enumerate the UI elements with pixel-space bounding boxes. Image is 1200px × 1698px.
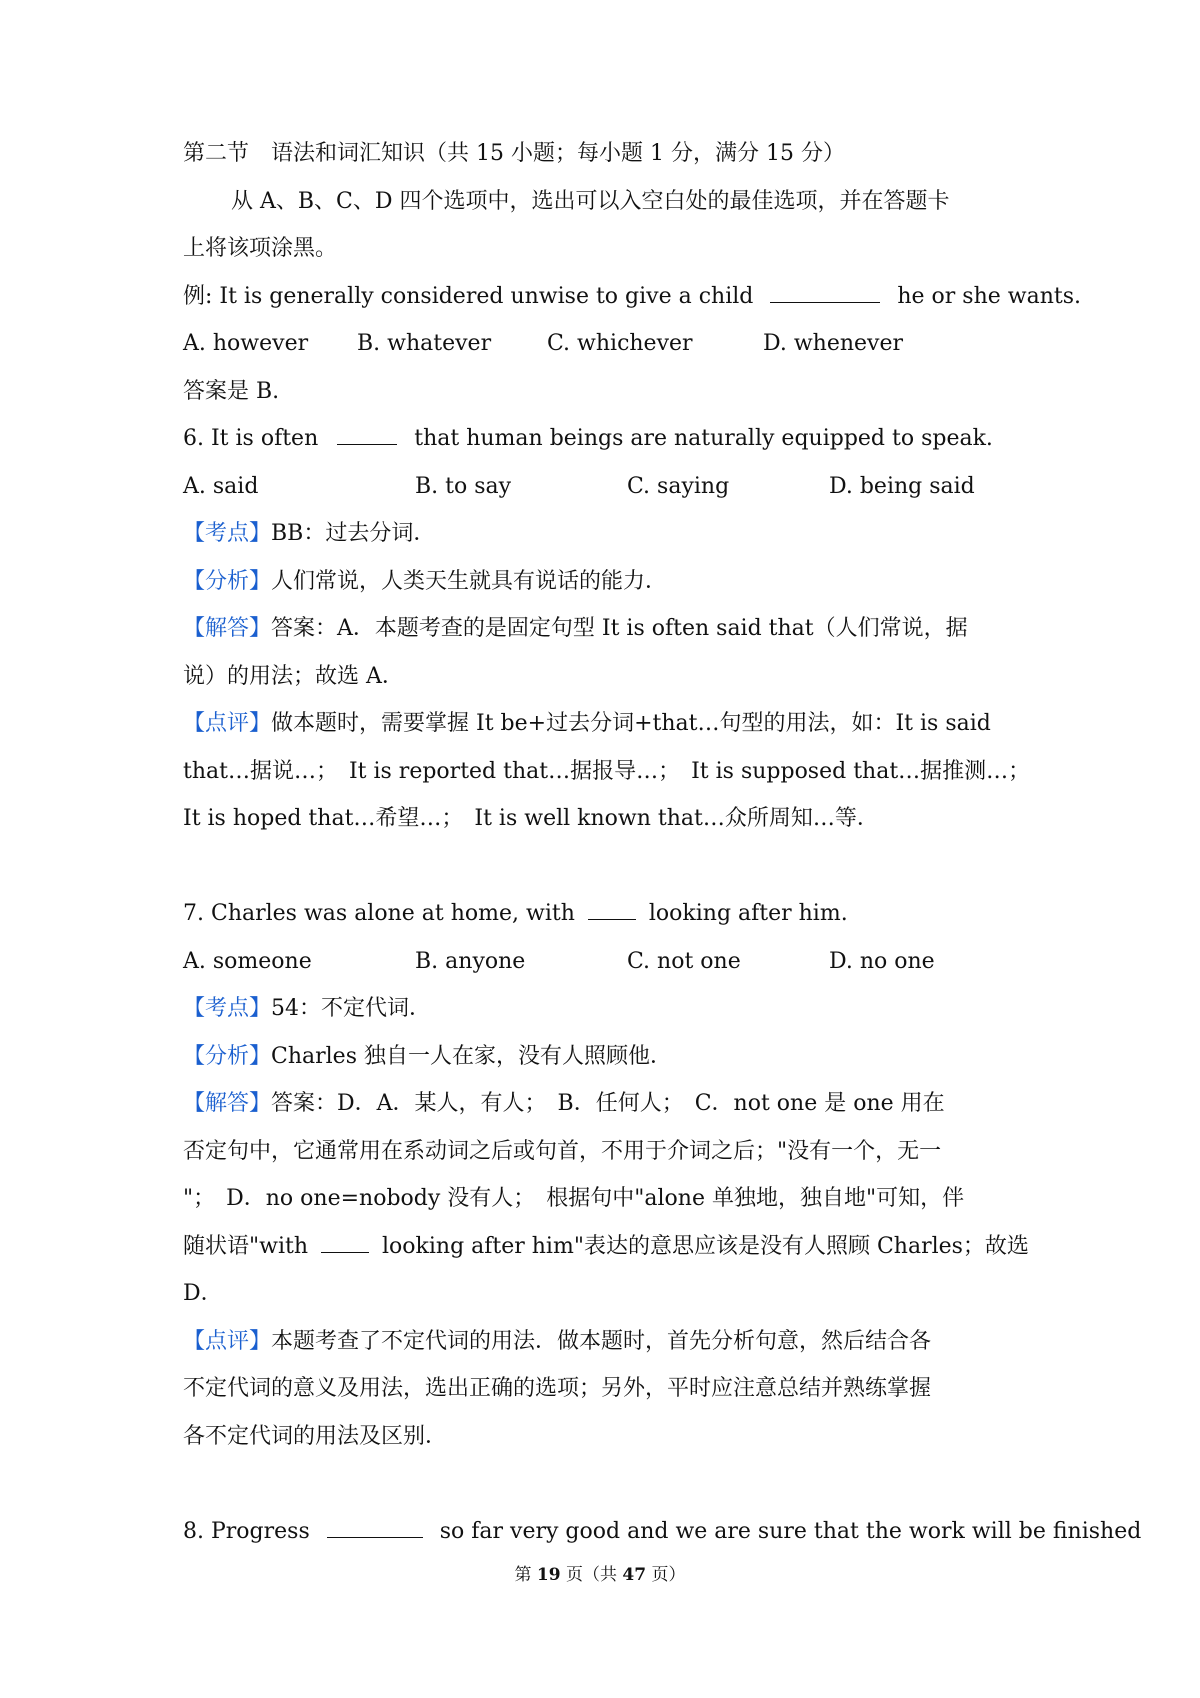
- answer-blank: [588, 918, 636, 920]
- q6-dianping-1: [183, 700, 1023, 748]
- answer-blank: [321, 1251, 369, 1253]
- q7-dianping-2: 不定代词的意义及用法，选出正确的选项；另外，平时应注意总结并熟练掌握: [183, 1376, 932, 1401]
- q6-jieda-text-1: 答案：A．本题考查的是固定句型 It is often said that（人们常说，据: [271, 616, 968, 641]
- q8-stem-b: so far very good and we are sure that the work will be finished: [439, 1518, 1142, 1544]
- answer-blank: [770, 301, 880, 303]
- dianping-tag: 【点评】: [183, 1328, 272, 1354]
- example-stem-a: 例: It is generally considered unwise to give a child: [183, 283, 754, 309]
- q7-options: [183, 938, 1023, 986]
- q8-stem-a: 8. Progress: [183, 1518, 310, 1544]
- q6-dianping-3: It is hoped that…希望…； It is well known that…众所周知…等．: [183, 806, 879, 831]
- q7-jieda-3: "； D．no one=nobody 没有人； 根据句中"alone 单独地，独自地"可知，伴: [183, 1186, 965, 1211]
- example-answer: 答案是 B.: [183, 378, 280, 404]
- q6-fenxi: [183, 558, 1023, 606]
- q6-jieda-2: 说）的用法；故选 A．: [183, 663, 404, 689]
- example-option-c: C. whichever: [547, 331, 693, 356]
- q7-jieda-4: [183, 1223, 1029, 1271]
- q7-option-a: A. someone: [183, 948, 312, 974]
- q7-option-d: D. no one: [829, 948, 935, 974]
- spacer: [183, 1460, 1023, 1508]
- q7-dianping-text-1: 本题考查了不定代词的用法．做本题时，首先分析句意，然后结合各: [271, 1328, 932, 1354]
- dianping-tag: 【点评】: [183, 711, 272, 736]
- q7-jieda-text-1: 答案：D．A．某人，有人； B．任何人； C．not one 是 one 用在: [271, 1091, 945, 1116]
- q6-option-d: D. being said: [829, 473, 975, 499]
- page-footer: [0, 1560, 1200, 1585]
- q8-stem: [183, 1508, 1142, 1556]
- q6-option-c: C. saying: [627, 473, 730, 499]
- footer-suffix: 页）: [651, 1565, 686, 1585]
- example-option-d: D. whenever: [763, 331, 904, 356]
- q7-option-c: C. not one: [627, 948, 741, 974]
- example-stem-b: he or she wants.: [897, 283, 1082, 309]
- q7-stem: [183, 890, 1023, 938]
- example-option-b: B. whatever: [357, 331, 492, 356]
- q7-jieda-1: [183, 1080, 1023, 1128]
- document-page: [183, 130, 1142, 1555]
- fenxi-tag: 【分析】: [183, 568, 272, 594]
- q6-dianping-text-1: 做本题时，需要掌握 It be+过去分词+that…句型的用法，如：It is said: [271, 711, 991, 736]
- q7-fenxi-text: Charles 独自一人在家，没有人照顾他．: [271, 1043, 672, 1069]
- q7-fenxi: [183, 1033, 1023, 1081]
- q7-jieda-2: 否定句中，它通常用在系动词之后或句首，不用于介词之后；"没有一个，无一: [183, 1138, 942, 1164]
- instruction-line-1: 从 A、B、C、D 四个选项中，选出可以入空白处的最佳选项，并在答题卡: [231, 188, 950, 214]
- section-title: 第二节 语法和词汇知识（共 15 小题；每小题 1 分，满分 15 分）: [183, 141, 845, 166]
- footer-middle: 页（共: [566, 1565, 617, 1585]
- q7-kaodian-text: 54：不定代词．: [271, 996, 432, 1021]
- example-stem: [183, 273, 1082, 321]
- footer-prefix: 第: [514, 1565, 532, 1585]
- q6-options: [183, 463, 1023, 511]
- q6-kaodian-text: BB：过去分词．: [271, 521, 436, 546]
- q7-option-b: B. anyone: [415, 948, 526, 974]
- spacer: [183, 843, 1023, 891]
- q7-jieda-4a: 随状语"with: [183, 1233, 308, 1259]
- fenxi-tag: 【分析】: [183, 1043, 272, 1069]
- q6-option-a: A. said: [183, 473, 259, 499]
- q6-stem-a: 6. It is often: [183, 426, 319, 451]
- q6-option-b: B. to say: [415, 473, 512, 499]
- instruction-line-2: 上将该项涂黑。: [183, 236, 338, 261]
- q6-stem: [183, 415, 1023, 463]
- answer-blank: [327, 1536, 423, 1538]
- kaodian-tag: 【考点】: [183, 521, 272, 546]
- q6-fenxi-text: 人们常说，人类天生就具有说话的能力．: [271, 568, 668, 594]
- footer-total-pages: 47: [622, 1565, 647, 1585]
- q6-dianping-2: that…据说…； It is reported that…据报导…； It is supposed that…据推测…；: [183, 758, 1031, 784]
- answer-blank: [337, 443, 397, 445]
- q7-kaodian: [183, 985, 1023, 1033]
- q7-stem-a: 7. Charles was alone at home, with: [183, 901, 575, 926]
- q7-jieda-4b: looking after him"表达的意思应该是没有人照顾 Charles；故选: [382, 1233, 1029, 1259]
- jieda-tag: 【解答】: [183, 616, 272, 641]
- q7-stem-b: looking after him.: [648, 901, 848, 926]
- q6-stem-b: that human beings are naturally equipped to speak.: [414, 426, 993, 451]
- example-option-a: A. however: [183, 331, 309, 356]
- jieda-tag: 【解答】: [183, 1091, 272, 1116]
- q6-jieda-1: [183, 605, 1023, 653]
- q7-jieda-5: D．: [183, 1281, 223, 1306]
- q7-dianping-1: [183, 1318, 1023, 1366]
- example-options: [183, 320, 1023, 368]
- q7-dianping-3: 各不定代词的用法及区别．: [183, 1423, 448, 1449]
- footer-page-number: 19: [536, 1565, 561, 1585]
- kaodian-tag: 【考点】: [183, 996, 272, 1021]
- q6-kaodian: [183, 510, 1023, 558]
